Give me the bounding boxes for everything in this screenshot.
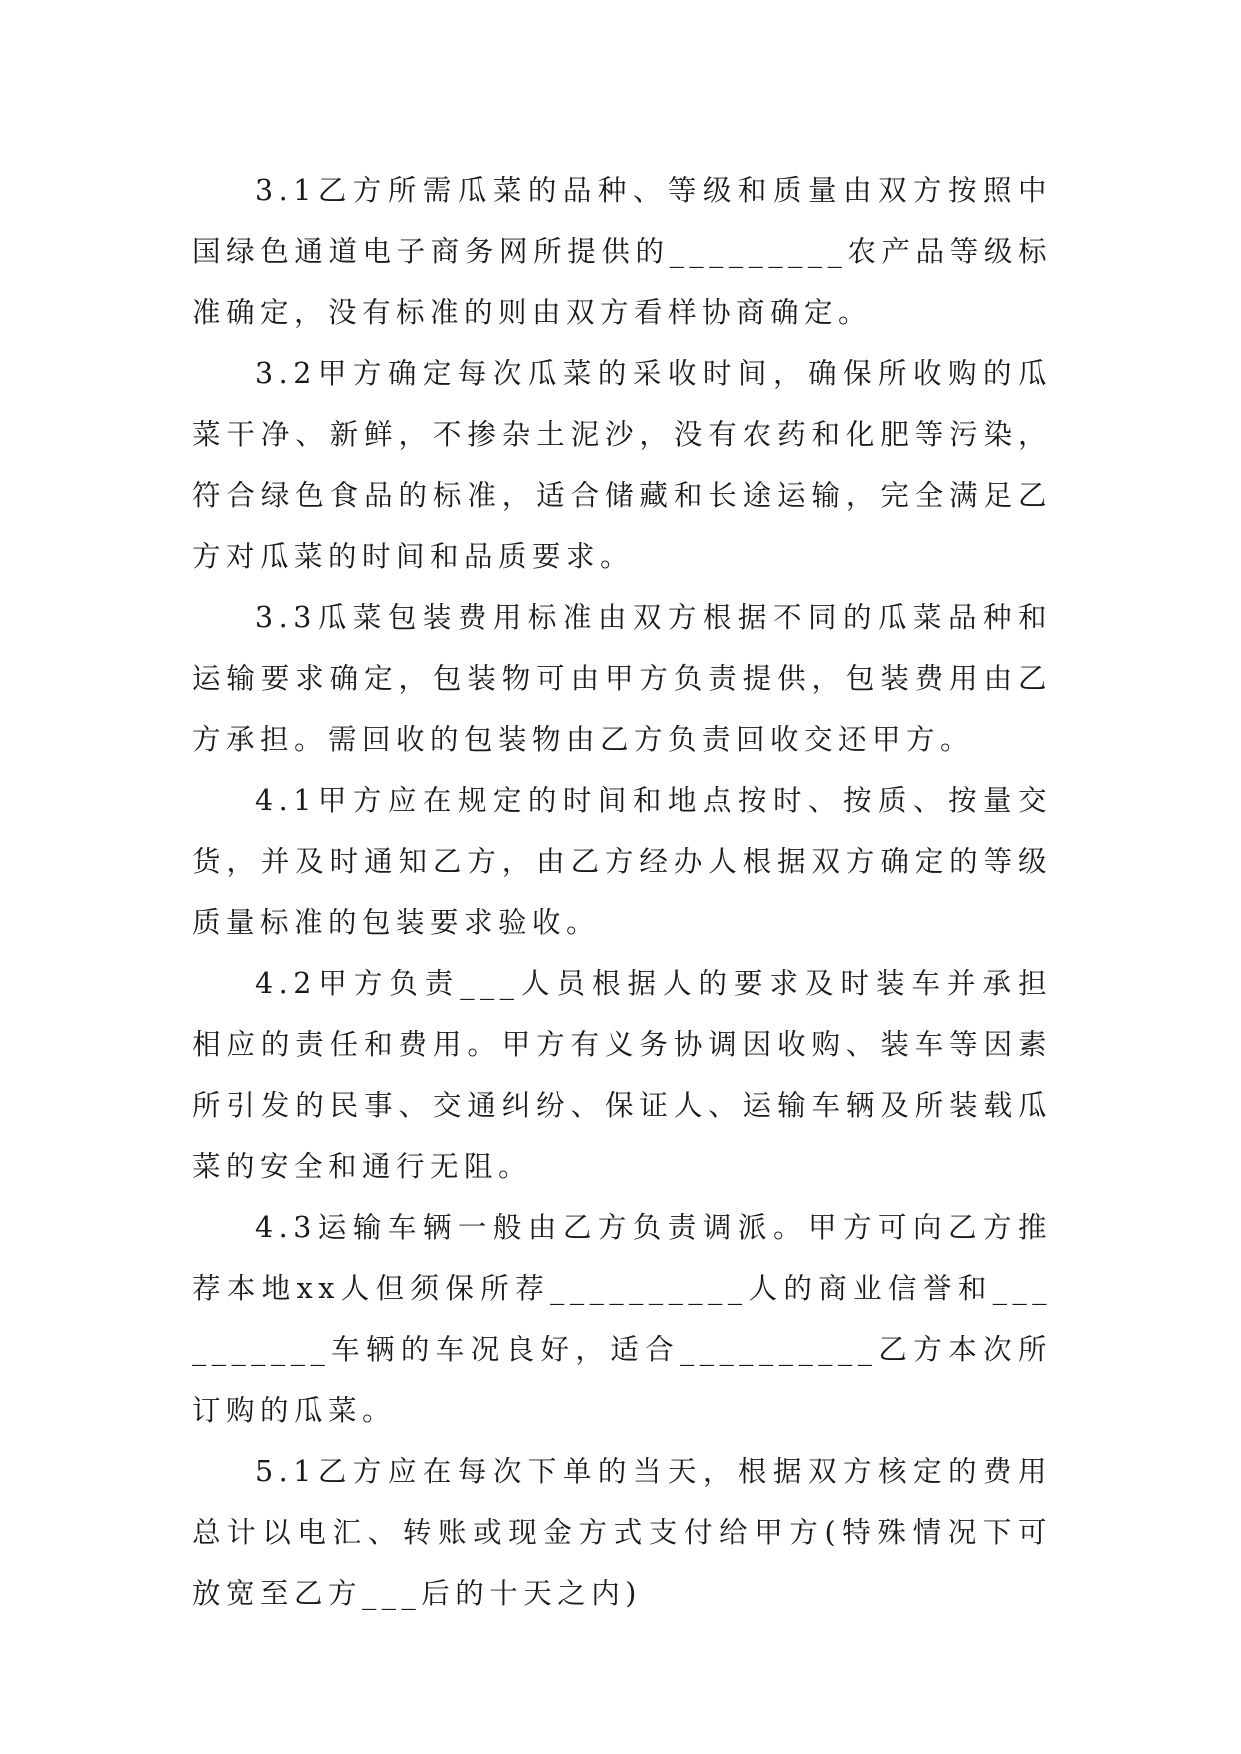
clause-4-1: 4.1甲方应在规定的时间和地点按时、按质、按量交货，并及时通知乙方，由乙方经办人根据双方确定的等级质量标准的包装要求验收。 — [192, 784, 1052, 939]
clause-4-2: 4.2甲方负责___人员根据人的要求及时装车并承担相应的责任和费用。甲方有义务协调因收购、装车等因素所引发的民事、交通纠纷、保证人、运输车辆及所装载瓜菜的安全和通行无阻。 — [192, 967, 1052, 1183]
clause-5-1: 5.1乙方应在每次下单的当天，根据双方核定的费用总计以电汇、转账或现金方式支付给甲方(特殊情况下可放宽至乙方___后的十天之内) — [192, 1455, 1052, 1610]
clause-3-3: 3.3瓜菜包装费用标准由双方根据不同的瓜菜品种和运输要求确定，包装物可由甲方负责提供，包装费用由乙方承担。需回收的包装物由乙方负责回收交还甲方。 — [192, 601, 1052, 756]
clause-4-3: 4.3运输车辆一般由乙方负责调派。甲方可向乙方推荐本地xx人但须保所荐__________人的商业信誉和__________车辆的车况良好，适合__________乙方本次所订购的瓜菜。 — [192, 1211, 1052, 1427]
contract-body — [192, 160, 1052, 1624]
clause-3-2: 3.2甲方确定每次瓜菜的采收时间，确保所收购的瓜菜干净、新鲜，不掺杂土泥沙，没有农药和化肥等污染，符合绿色食品的标准，适合储藏和长途运输，完全满足乙方对瓜菜的时间和品质要求。 — [192, 357, 1052, 573]
clause-3-1: 3.1乙方所需瓜菜的品种、等级和质量由双方按照中国绿色通道电子商务网所提供的_________农产品等级标准确定，没有标准的则由双方看样协商确定。 — [192, 174, 1052, 329]
